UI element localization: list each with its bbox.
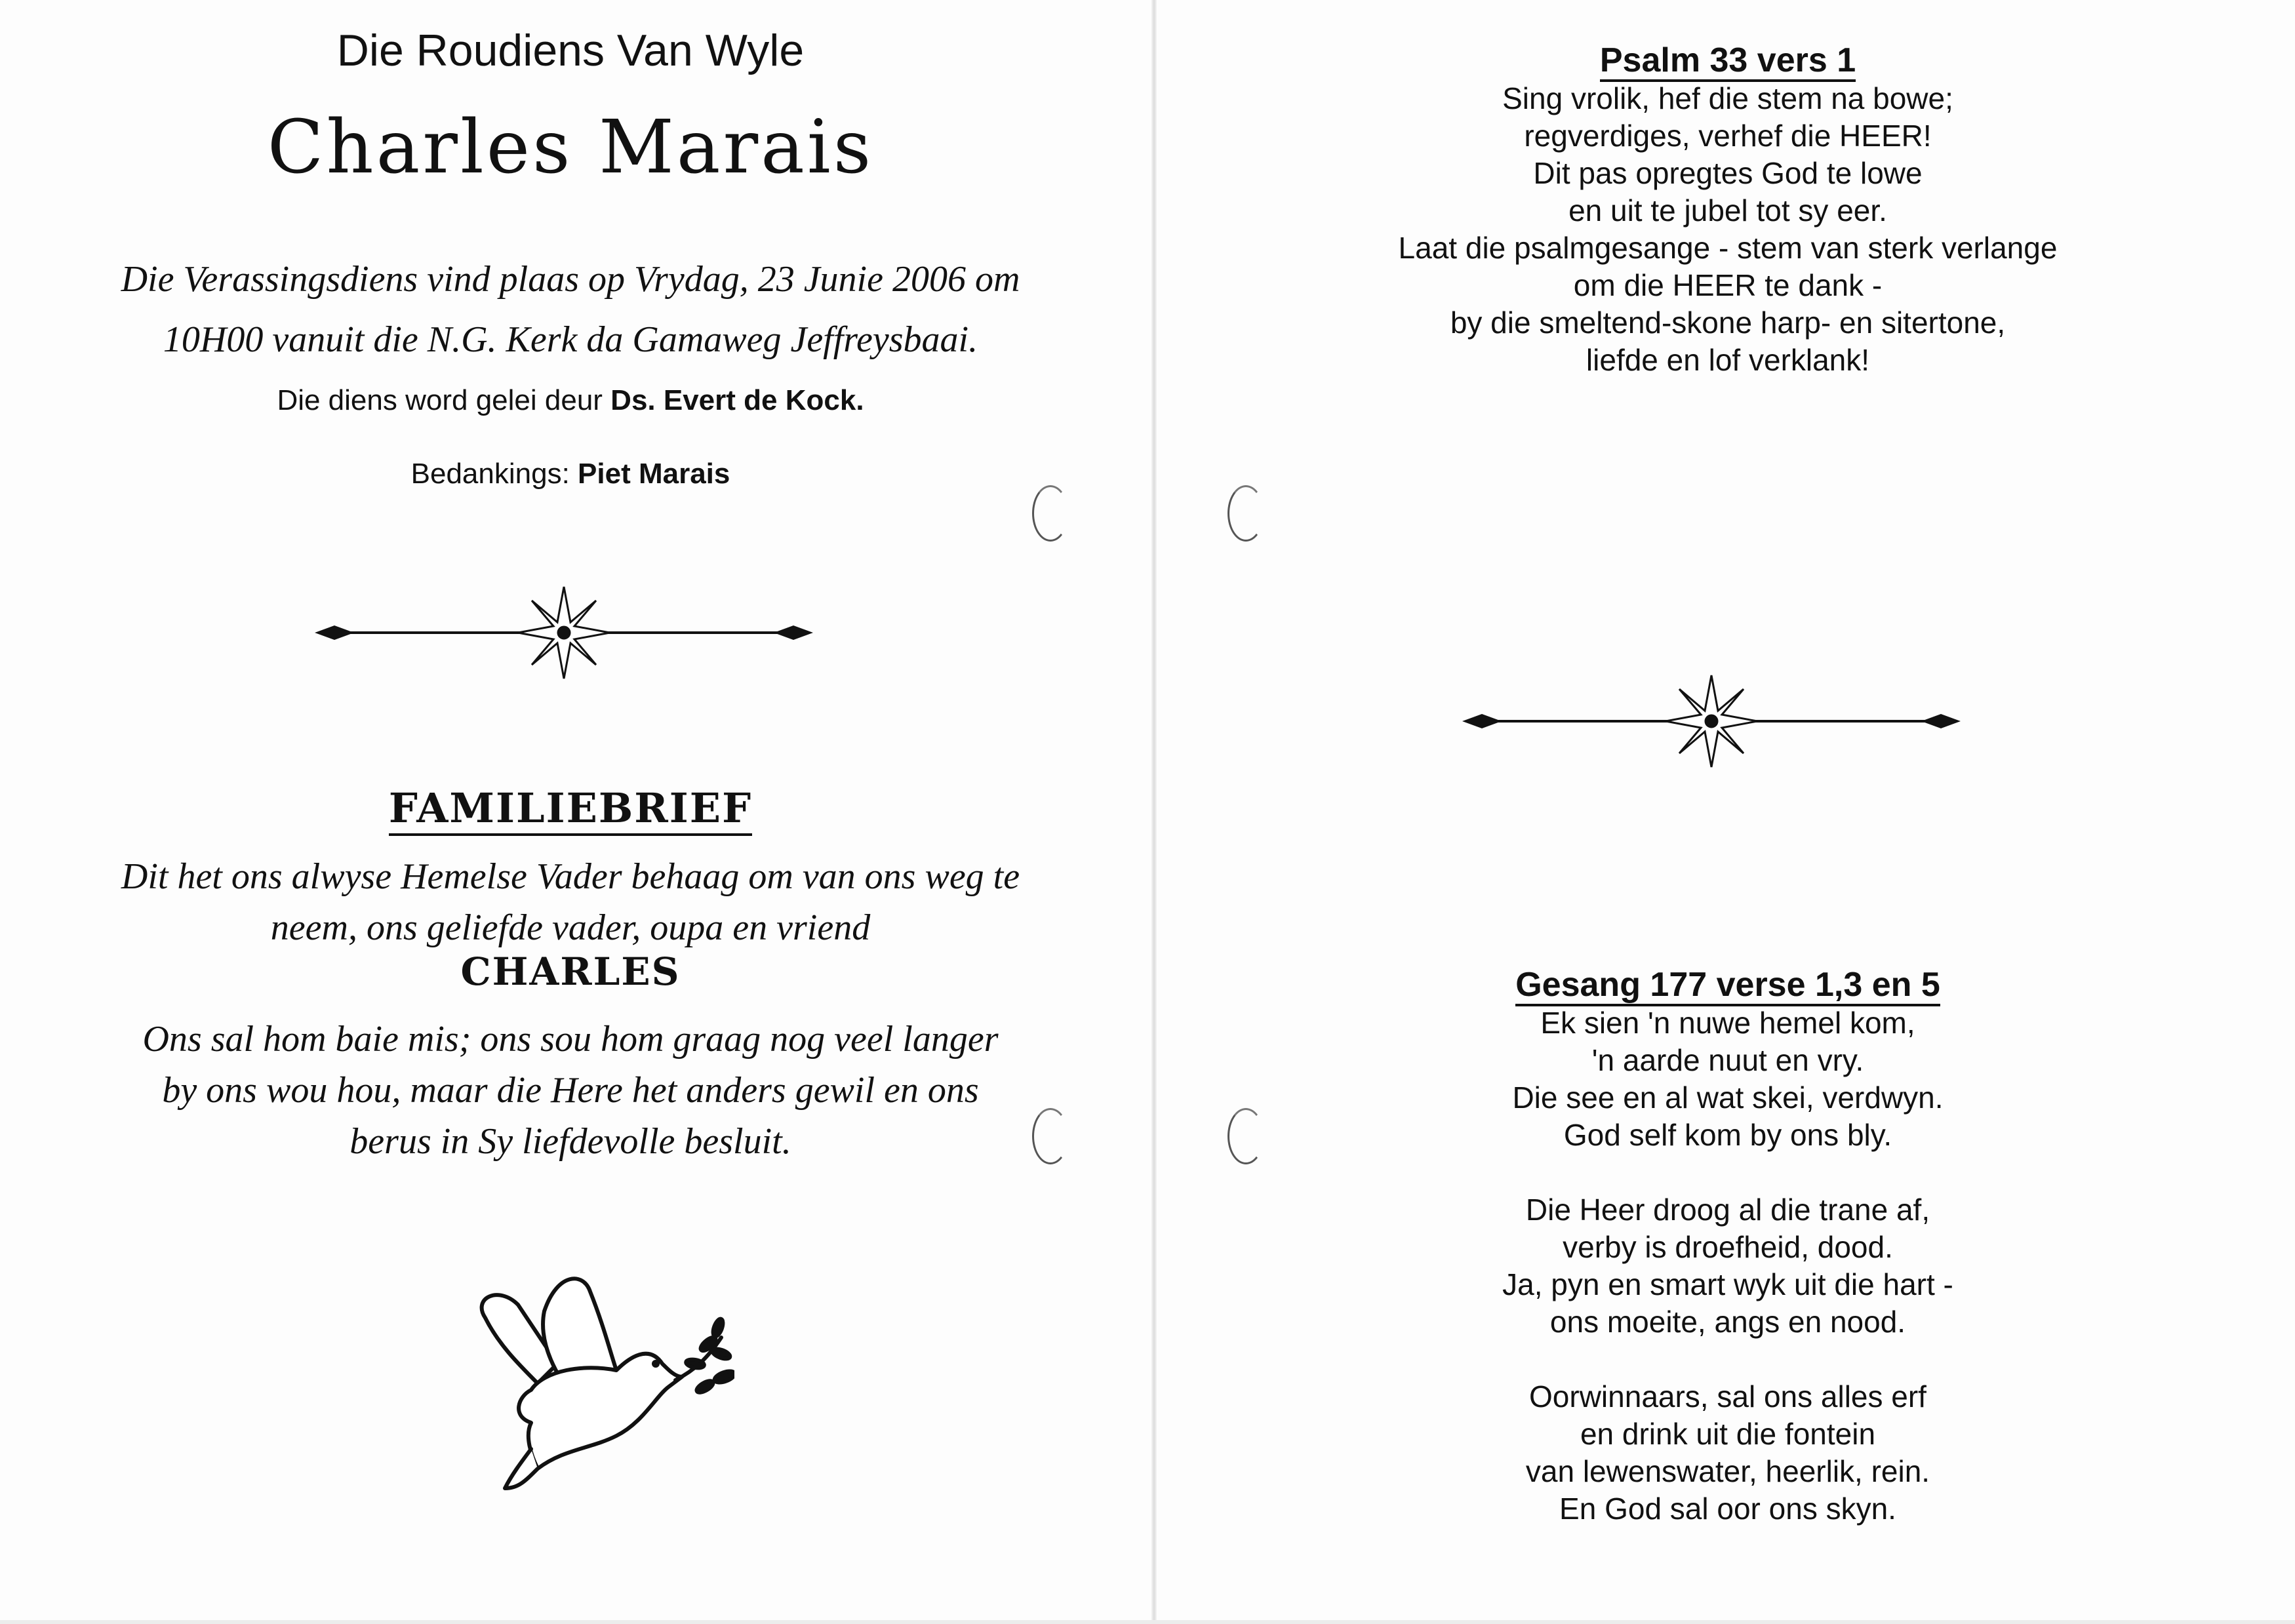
paper-edge: [0, 1620, 2295, 1624]
verse-gap: [1285, 1341, 2170, 1378]
text-line: by ons wou hou, maar die Here het anders gewil en ons: [162, 1070, 979, 1111]
psalm-line: regverdiges, verhef die HEER!: [1524, 119, 1932, 153]
text-line: berus in Sy liefdevolle besluit.: [349, 1121, 791, 1162]
gesang-line: Die Heer droog al die trane af,: [1525, 1193, 1930, 1227]
gesang-title-text: Gesang 177 verse 1,3 en 5: [1515, 966, 1940, 1006]
family-letter-name: CHARLES: [460, 949, 681, 994]
star-divider-icon: [315, 584, 813, 682]
dove-icon: [459, 1272, 734, 1495]
gesang-line: ons moeite, angs en nood.: [1549, 1305, 1906, 1339]
psalm-line: Dit pas opregtes God te lowe: [1533, 156, 1923, 190]
text-line: Dit het ons alwyse Hemelse Vader behaag om van ons weg te: [121, 856, 1020, 897]
thanks-name: Piet Marais: [578, 458, 730, 490]
gesang-line: God self kom by ons bly.: [1563, 1118, 1892, 1152]
punch-hole-icon: [1227, 1108, 1264, 1164]
gesang-line: Oorwinnaars, sal ons alles erf: [1529, 1379, 1926, 1414]
punch-hole-icon: [1032, 485, 1069, 542]
psalm-line: en uit te jubel tot sy eer.: [1568, 193, 1887, 228]
deceased-name: Charles Marais: [267, 105, 874, 190]
gesang-line: Ek sien 'n nuwe hemel kom,: [1540, 1006, 1915, 1040]
psalm-line: Sing vrolik, hef die stem na bowe;: [1502, 81, 1953, 115]
service-line: 10H00 vanuit die N.G. Kerk da Gamaweg Jeffreysbaai.: [163, 319, 978, 360]
service-leader-name: Ds. Evert de Kock.: [610, 384, 864, 416]
family-letter-paragraph: [66, 851, 1075, 953]
psalm-title-text: Psalm 33 vers 1: [1600, 41, 1856, 82]
service-leader-label: Die diens word gelei deur: [277, 384, 611, 416]
text-line: neem, ons geliefde vader, oupa en vriend: [270, 907, 871, 948]
psalm-section: [1285, 41, 2170, 379]
star-divider-icon: [1462, 672, 1961, 770]
gesang-line: verby is droefheid, dood.: [1563, 1230, 1893, 1264]
psalm-title: [1285, 41, 2170, 80]
text-line: Ons sal hom baie mis; ons sou hom graag nog veel langer: [142, 1019, 999, 1060]
service-line: Die Verassingsdiens vind plaas op Vrydag, 23 Junie 2006 om: [121, 259, 1020, 300]
verse-gap: [1285, 1154, 2170, 1191]
family-letter-title: [79, 784, 1062, 832]
psalm-line: liefde en lof verklank!: [1586, 343, 1870, 377]
psalm-line: Laat die psalmgesange - stem van sterk verlange: [1398, 231, 2058, 265]
gesang-line: Ja, pyn en smart wyk uit die hart -: [1502, 1267, 1953, 1301]
page-subtitle: Die Roudiens Van Wyle: [336, 26, 805, 75]
service-details: [66, 249, 1075, 370]
service-leader: [79, 384, 1062, 417]
page-fold: [1151, 0, 1157, 1624]
family-letter-paragraph: [66, 1014, 1075, 1167]
gesang-line: van lewenswater, heerlik, rein.: [1525, 1454, 1930, 1488]
gesang-line: 'n aarde nuut en vry.: [1591, 1043, 1864, 1077]
psalm-line: by die smeltend-skone harp- en sitertone,: [1450, 306, 2006, 340]
thanks-line: [79, 458, 1062, 490]
family-letter-title-text: FAMILIEBRIEF: [389, 784, 752, 836]
gesang-title: [1285, 965, 2170, 1004]
psalm-line: om die HEER te dank -: [1573, 268, 1883, 302]
gesang-section: [1285, 965, 2170, 1528]
gesang-line: En God sal oor ons skyn.: [1559, 1492, 1896, 1526]
thanks-label: Bedankings:: [410, 458, 578, 490]
gesang-line: Die see en al wat skei, verdwyn.: [1512, 1080, 1944, 1115]
gesang-line: en drink uit die fontein: [1580, 1417, 1876, 1451]
punch-hole-icon: [1227, 485, 1264, 542]
